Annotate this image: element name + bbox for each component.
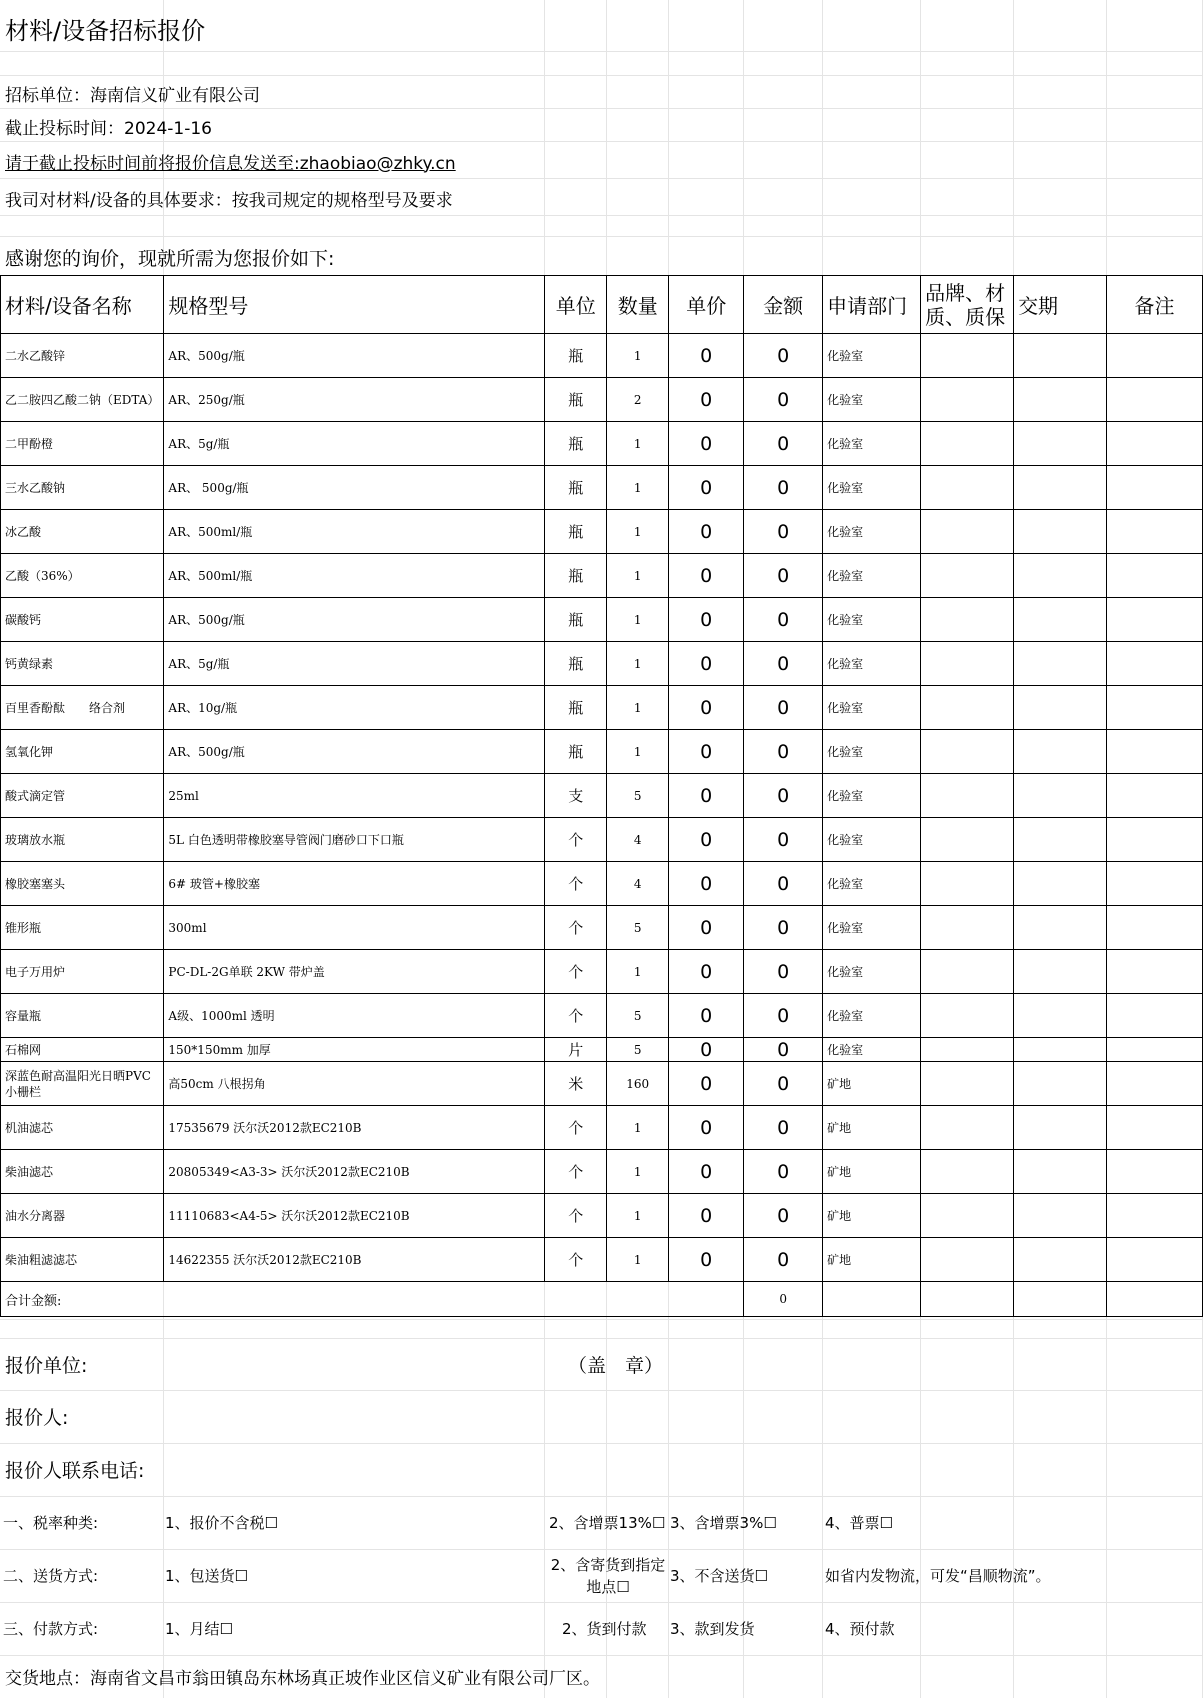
total-empty-cell xyxy=(921,1282,1014,1317)
item-remark[interactable] xyxy=(1107,334,1203,378)
shipping-logistics-note: 如省内发物流，可发“昌顺物流”。 xyxy=(825,1567,1051,1585)
header-brand: 品牌、材质、质保 xyxy=(921,276,1014,334)
item-price: 0 xyxy=(669,554,744,598)
item-name: 乙二胺四乙酸二钠（EDTA） xyxy=(1,378,164,422)
tax-option-3[interactable]: 3、含增票3%☐ xyxy=(670,1514,777,1532)
tax-type-label: 一、税率种类: xyxy=(3,1514,99,1532)
item-spec: 14622355 沃尔沃2012款EC210B xyxy=(164,1238,545,1282)
table-row xyxy=(1,1106,1203,1150)
item-unit: 个 xyxy=(545,862,607,906)
email-notice: 请于截止投标时间前将报价信息发送至:zhaobiao@zhky.cn xyxy=(5,153,456,174)
payment-option-4[interactable]: 4、预付款 xyxy=(825,1620,895,1638)
item-spec: AR、500ml/瓶 xyxy=(164,554,545,598)
item-brand[interactable] xyxy=(921,1194,1014,1238)
item-dept: 化验室 xyxy=(823,334,921,378)
item-delivery[interactable] xyxy=(1014,422,1107,466)
item-name: 二水乙酸锌 xyxy=(1,334,164,378)
item-amount: 0 xyxy=(744,1038,823,1062)
item-remark[interactable] xyxy=(1107,378,1203,422)
item-spec: 6# 玻管+橡胶塞 xyxy=(164,862,545,906)
item-dept: 化验室 xyxy=(823,730,921,774)
item-amount: 0 xyxy=(744,1150,823,1194)
header-delivery: 交期 xyxy=(1014,276,1107,334)
item-delivery[interactable] xyxy=(1014,378,1107,422)
total-label: 合计金额: xyxy=(1,1282,744,1317)
item-qty: 1 xyxy=(607,334,669,378)
item-delivery[interactable] xyxy=(1014,730,1107,774)
item-unit: 个 xyxy=(545,906,607,950)
requirement-note: 我司对材料/设备的具体要求：按我司规定的规格型号及要求 xyxy=(5,190,453,211)
item-dept: 矿地 xyxy=(823,1150,921,1194)
item-delivery[interactable] xyxy=(1014,906,1107,950)
item-brand[interactable] xyxy=(921,1238,1014,1282)
item-qty: 1 xyxy=(607,1194,669,1238)
item-qty: 1 xyxy=(607,950,669,994)
gridline xyxy=(0,51,1203,52)
item-brand[interactable] xyxy=(921,862,1014,906)
item-amount: 0 xyxy=(744,994,823,1038)
item-remark[interactable] xyxy=(1107,862,1203,906)
item-name: 三水乙酸钠 xyxy=(1,466,164,510)
item-remark[interactable] xyxy=(1107,510,1203,554)
item-price: 0 xyxy=(669,334,744,378)
item-name: 柴油滤芯 xyxy=(1,1150,164,1194)
item-name: 冰乙酸 xyxy=(1,510,164,554)
item-amount: 0 xyxy=(744,686,823,730)
item-qty: 2 xyxy=(607,378,669,422)
item-qty: 1 xyxy=(607,510,669,554)
item-unit: 瓶 xyxy=(545,554,607,598)
item-brand[interactable] xyxy=(921,994,1014,1038)
item-name: 玻璃放水瓶 xyxy=(1,818,164,862)
item-dept: 化验室 xyxy=(823,1038,921,1062)
payment-option-2[interactable]: 2、货到付款 xyxy=(562,1620,647,1638)
item-remark[interactable] xyxy=(1107,466,1203,510)
item-dept: 化验室 xyxy=(823,378,921,422)
item-brand[interactable] xyxy=(921,1062,1014,1106)
item-brand[interactable] xyxy=(921,950,1014,994)
item-unit: 瓶 xyxy=(545,422,607,466)
table-row xyxy=(1,686,1203,730)
item-brand[interactable] xyxy=(921,818,1014,862)
gridline xyxy=(0,141,1203,142)
table-row xyxy=(1,862,1203,906)
item-delivery[interactable] xyxy=(1014,950,1107,994)
tax-option-4[interactable]: 4、普票☐ xyxy=(825,1514,893,1532)
item-unit: 瓶 xyxy=(545,686,607,730)
gridline xyxy=(0,75,1203,76)
gridline xyxy=(0,236,1203,237)
item-dept: 化验室 xyxy=(823,818,921,862)
total-empty-cell xyxy=(1107,1282,1203,1317)
item-dept: 化验室 xyxy=(823,950,921,994)
gridline xyxy=(0,215,1203,216)
item-spec: AR、500g/瓶 xyxy=(164,598,545,642)
item-amount: 0 xyxy=(744,1238,823,1282)
item-dept: 化验室 xyxy=(823,906,921,950)
item-amount: 0 xyxy=(744,906,823,950)
table-row xyxy=(1,334,1203,378)
total-empty-cell xyxy=(1014,1282,1107,1317)
table-row xyxy=(1,994,1203,1038)
item-price: 0 xyxy=(669,422,744,466)
item-dept: 化验室 xyxy=(823,642,921,686)
item-delivery[interactable] xyxy=(1014,510,1107,554)
payment-label: 三、付款方式: xyxy=(3,1620,99,1638)
item-amount: 0 xyxy=(744,774,823,818)
item-dept: 化验室 xyxy=(823,510,921,554)
shipping-option-3[interactable]: 3、不含送货☐ xyxy=(670,1567,768,1585)
item-spec: AR、500g/瓶 xyxy=(164,730,545,774)
table-row xyxy=(1,730,1203,774)
item-dept: 化验室 xyxy=(823,466,921,510)
item-qty: 5 xyxy=(607,994,669,1038)
item-spec: 高50cm 八根拐角 xyxy=(164,1062,545,1106)
table-header-row xyxy=(1,276,1203,334)
item-name: 石棉网 xyxy=(1,1038,164,1062)
table-row xyxy=(1,466,1203,510)
table-row xyxy=(1,598,1203,642)
item-spec: 17535679 沃尔沃2012款EC210B xyxy=(164,1106,545,1150)
item-delivery[interactable] xyxy=(1014,1150,1107,1194)
item-qty: 5 xyxy=(607,1038,669,1062)
shipping-option-1[interactable]: 1、包送货☐ xyxy=(165,1567,248,1585)
item-delivery[interactable] xyxy=(1014,1194,1107,1238)
item-brand[interactable] xyxy=(921,642,1014,686)
item-price: 0 xyxy=(669,818,744,862)
item-name: 橡胶塞塞头 xyxy=(1,862,164,906)
item-brand[interactable] xyxy=(921,422,1014,466)
item-qty: 1 xyxy=(607,554,669,598)
item-remark[interactable] xyxy=(1107,1062,1203,1106)
item-name: 深蓝色耐高温阳光日晒PVC小栅栏 xyxy=(1,1062,164,1106)
item-name: 酸式滴定管 xyxy=(1,774,164,818)
quote-table xyxy=(0,275,1203,1317)
item-amount: 0 xyxy=(744,378,823,422)
item-price: 0 xyxy=(669,1238,744,1282)
item-delivery[interactable] xyxy=(1014,1106,1107,1150)
item-unit: 瓶 xyxy=(545,510,607,554)
item-unit: 个 xyxy=(545,818,607,862)
item-amount: 0 xyxy=(744,950,823,994)
item-price: 0 xyxy=(669,906,744,950)
header-unit: 单位 xyxy=(545,276,607,334)
table-row xyxy=(1,1062,1203,1106)
item-amount: 0 xyxy=(744,1194,823,1238)
table-row xyxy=(1,818,1203,862)
item-price: 0 xyxy=(669,598,744,642)
item-unit: 米 xyxy=(545,1062,607,1106)
item-dept: 化验室 xyxy=(823,862,921,906)
header-dept: 申请部门 xyxy=(823,276,921,334)
item-unit: 片 xyxy=(545,1038,607,1062)
item-price: 0 xyxy=(669,730,744,774)
item-price: 0 xyxy=(669,1150,744,1194)
item-dept: 化验室 xyxy=(823,422,921,466)
item-price: 0 xyxy=(669,466,744,510)
item-delivery[interactable] xyxy=(1014,994,1107,1038)
table-row xyxy=(1,950,1203,994)
item-spec: 5L 白色透明带橡胶塞导管阀门磨砂口下口瓶 xyxy=(164,818,545,862)
item-remark[interactable] xyxy=(1107,994,1203,1038)
item-unit: 个 xyxy=(545,1106,607,1150)
item-delivery[interactable] xyxy=(1014,598,1107,642)
gridline xyxy=(0,1319,1203,1320)
tax-option-1[interactable]: 1、报价不含税☐ xyxy=(165,1514,278,1532)
item-remark[interactable] xyxy=(1107,422,1203,466)
item-remark[interactable] xyxy=(1107,686,1203,730)
gridline xyxy=(0,1390,1203,1391)
item-amount: 0 xyxy=(744,598,823,642)
payment-option-1[interactable]: 1、月结☐ xyxy=(165,1620,233,1638)
item-remark[interactable] xyxy=(1107,1194,1203,1238)
table-row xyxy=(1,378,1203,422)
item-brand[interactable] xyxy=(921,774,1014,818)
table-row xyxy=(1,510,1203,554)
item-amount: 0 xyxy=(744,466,823,510)
total-empty-cell xyxy=(823,1282,921,1317)
item-qty: 1 xyxy=(607,1150,669,1194)
item-brand[interactable] xyxy=(921,730,1014,774)
item-amount: 0 xyxy=(744,730,823,774)
item-dept: 化验室 xyxy=(823,554,921,598)
item-price: 0 xyxy=(669,1038,744,1062)
item-remark[interactable] xyxy=(1107,1106,1203,1150)
item-delivery[interactable] xyxy=(1014,554,1107,598)
item-price: 0 xyxy=(669,510,744,554)
shipping-option-2[interactable]: 2、含寄货到指定地点☐ xyxy=(550,1555,666,1596)
item-amount: 0 xyxy=(744,554,823,598)
table-row xyxy=(1,1038,1203,1062)
page-title: 材料/设备招标报价 xyxy=(5,16,206,45)
delivery-address: 交货地点：海南省文昌市翁田镇岛东林场真正坡作业区信义矿业有限公司厂区。 xyxy=(5,1669,600,1689)
item-qty: 1 xyxy=(607,642,669,686)
item-amount: 0 xyxy=(744,862,823,906)
item-dept: 矿地 xyxy=(823,1106,921,1150)
item-dept: 矿地 xyxy=(823,1062,921,1106)
item-spec: PC-DL-2G单联 2KW 带炉盖 xyxy=(164,950,545,994)
item-name: 电子万用炉 xyxy=(1,950,164,994)
item-spec: 11110683<A4-5> 沃尔沃2012款EC210B xyxy=(164,1194,545,1238)
item-brand[interactable] xyxy=(921,378,1014,422)
item-dept: 化验室 xyxy=(823,774,921,818)
header-name: 材料/设备名称 xyxy=(1,276,164,334)
item-qty: 1 xyxy=(607,1238,669,1282)
item-spec: 25ml xyxy=(164,774,545,818)
item-remark[interactable] xyxy=(1107,818,1203,862)
item-brand[interactable] xyxy=(921,510,1014,554)
item-remark[interactable] xyxy=(1107,642,1203,686)
item-brand[interactable] xyxy=(921,686,1014,730)
item-qty: 4 xyxy=(607,862,669,906)
item-unit: 瓶 xyxy=(545,730,607,774)
gridline xyxy=(0,108,1203,109)
item-amount: 0 xyxy=(744,642,823,686)
total-value: 0 xyxy=(744,1282,823,1317)
item-spec: AR、500g/瓶 xyxy=(164,334,545,378)
item-spec: AR、5g/瓶 xyxy=(164,642,545,686)
item-spec: A级、1000ml 透明 xyxy=(164,994,545,1038)
item-unit: 个 xyxy=(545,994,607,1038)
table-row xyxy=(1,554,1203,598)
item-amount: 0 xyxy=(744,818,823,862)
item-name: 锥形瓶 xyxy=(1,906,164,950)
total-row xyxy=(1,1282,1203,1317)
item-qty: 4 xyxy=(607,818,669,862)
item-unit: 瓶 xyxy=(545,598,607,642)
table-row xyxy=(1,906,1203,950)
item-name: 氢氧化钾 xyxy=(1,730,164,774)
header-qty: 数量 xyxy=(607,276,669,334)
item-name: 机油滤芯 xyxy=(1,1106,164,1150)
thanks-note: 感谢您的询价，现就所需为您报价如下: xyxy=(5,247,335,270)
seal-label: （盖 章） xyxy=(568,1354,664,1377)
item-qty: 1 xyxy=(607,686,669,730)
item-unit: 瓶 xyxy=(545,642,607,686)
item-unit: 瓶 xyxy=(545,466,607,510)
item-unit: 支 xyxy=(545,774,607,818)
item-price: 0 xyxy=(669,686,744,730)
item-remark[interactable] xyxy=(1107,554,1203,598)
item-name: 碳酸钙 xyxy=(1,598,164,642)
item-spec: AR、250g/瓶 xyxy=(164,378,545,422)
item-brand[interactable] xyxy=(921,334,1014,378)
item-name: 油水分离器 xyxy=(1,1194,164,1238)
item-amount: 0 xyxy=(744,510,823,554)
item-remark[interactable] xyxy=(1107,774,1203,818)
item-delivery[interactable] xyxy=(1014,862,1107,906)
item-name: 柴油粗滤滤芯 xyxy=(1,1238,164,1282)
header-amount: 金额 xyxy=(744,276,823,334)
table-row xyxy=(1,422,1203,466)
item-spec: 150*150mm 加厚 xyxy=(164,1038,545,1062)
quote-person-label: 报价人: xyxy=(5,1407,69,1429)
item-remark[interactable] xyxy=(1107,730,1203,774)
item-remark[interactable] xyxy=(1107,1150,1203,1194)
table-row xyxy=(1,1238,1203,1282)
item-price: 0 xyxy=(669,950,744,994)
item-price: 0 xyxy=(669,994,744,1038)
item-delivery[interactable] xyxy=(1014,334,1107,378)
item-name: 容量瓶 xyxy=(1,994,164,1038)
quote-company-label: 报价单位: xyxy=(5,1354,88,1377)
item-brand[interactable] xyxy=(921,1150,1014,1194)
item-brand[interactable] xyxy=(921,1106,1014,1150)
header-spec: 规格型号 xyxy=(164,276,545,334)
item-amount: 0 xyxy=(744,1062,823,1106)
item-qty: 1 xyxy=(607,1106,669,1150)
item-brand[interactable] xyxy=(921,598,1014,642)
item-price: 0 xyxy=(669,378,744,422)
item-spec: 300ml xyxy=(164,906,545,950)
item-qty: 5 xyxy=(607,774,669,818)
item-delivery[interactable] xyxy=(1014,642,1107,686)
item-name: 钙黄绿素 xyxy=(1,642,164,686)
item-qty: 1 xyxy=(607,598,669,642)
item-remark[interactable] xyxy=(1107,598,1203,642)
bidder-company: 招标单位：海南信义矿业有限公司 xyxy=(5,85,260,106)
header-remark: 备注 xyxy=(1107,276,1203,334)
item-delivery[interactable] xyxy=(1014,1062,1107,1106)
item-unit: 瓶 xyxy=(545,378,607,422)
gridline xyxy=(0,178,1203,179)
item-delivery[interactable] xyxy=(1014,818,1107,862)
item-delivery[interactable] xyxy=(1014,1238,1107,1282)
item-price: 0 xyxy=(669,642,744,686)
item-brand[interactable] xyxy=(921,1038,1014,1062)
table-row xyxy=(1,1194,1203,1238)
item-remark[interactable] xyxy=(1107,1238,1203,1282)
item-price: 0 xyxy=(669,1194,744,1238)
item-remark[interactable] xyxy=(1107,950,1203,994)
item-spec: 20805349<A3-3> 沃尔沃2012款EC210B xyxy=(164,1150,545,1194)
item-qty: 1 xyxy=(607,730,669,774)
item-delivery[interactable] xyxy=(1014,466,1107,510)
gridline xyxy=(0,1443,1203,1444)
table-row xyxy=(1,774,1203,818)
item-brand[interactable] xyxy=(921,466,1014,510)
item-unit: 瓶 xyxy=(545,334,607,378)
item-spec: AR、 500g/瓶 xyxy=(164,466,545,510)
quote-phone-label: 报价人联系电话: xyxy=(5,1460,145,1482)
item-price: 0 xyxy=(669,862,744,906)
item-name: 二甲酚橙 xyxy=(1,422,164,466)
item-dept: 化验室 xyxy=(823,994,921,1038)
item-delivery[interactable] xyxy=(1014,1038,1107,1062)
item-unit: 个 xyxy=(545,1150,607,1194)
payment-option-3[interactable]: 3、款到发货 xyxy=(670,1620,755,1638)
item-amount: 0 xyxy=(744,422,823,466)
item-dept: 化验室 xyxy=(823,686,921,730)
item-qty: 5 xyxy=(607,906,669,950)
item-dept: 矿地 xyxy=(823,1238,921,1282)
header-price: 单价 xyxy=(669,276,744,334)
item-qty: 1 xyxy=(607,422,669,466)
item-unit: 个 xyxy=(545,1238,607,1282)
item-delivery[interactable] xyxy=(1014,774,1107,818)
item-brand[interactable] xyxy=(921,906,1014,950)
shipping-label: 二、送货方式: xyxy=(3,1567,99,1585)
item-unit: 个 xyxy=(545,1194,607,1238)
item-price: 0 xyxy=(669,1106,744,1150)
table-row xyxy=(1,642,1203,686)
item-brand[interactable] xyxy=(921,554,1014,598)
item-amount: 0 xyxy=(744,1106,823,1150)
item-amount: 0 xyxy=(744,334,823,378)
item-remark[interactable] xyxy=(1107,906,1203,950)
item-unit: 个 xyxy=(545,950,607,994)
tax-option-2[interactable]: 2、含增票13%☐ xyxy=(549,1514,666,1532)
item-spec: AR、10g/瓶 xyxy=(164,686,545,730)
item-qty: 1 xyxy=(607,466,669,510)
item-spec: AR、5g/瓶 xyxy=(164,422,545,466)
bid-deadline: 截止投标时间：2024-1-16 xyxy=(5,118,212,139)
item-delivery[interactable] xyxy=(1014,686,1107,730)
item-dept: 矿地 xyxy=(823,1194,921,1238)
item-price: 0 xyxy=(669,1062,744,1106)
item-spec: AR、500ml/瓶 xyxy=(164,510,545,554)
item-remark[interactable] xyxy=(1107,1038,1203,1062)
item-price: 0 xyxy=(669,774,744,818)
item-dept: 化验室 xyxy=(823,598,921,642)
item-name: 百里香酚酞 络合剂 xyxy=(1,686,164,730)
table-row xyxy=(1,1150,1203,1194)
item-name: 乙酸（36%） xyxy=(1,554,164,598)
item-qty: 160 xyxy=(607,1062,669,1106)
